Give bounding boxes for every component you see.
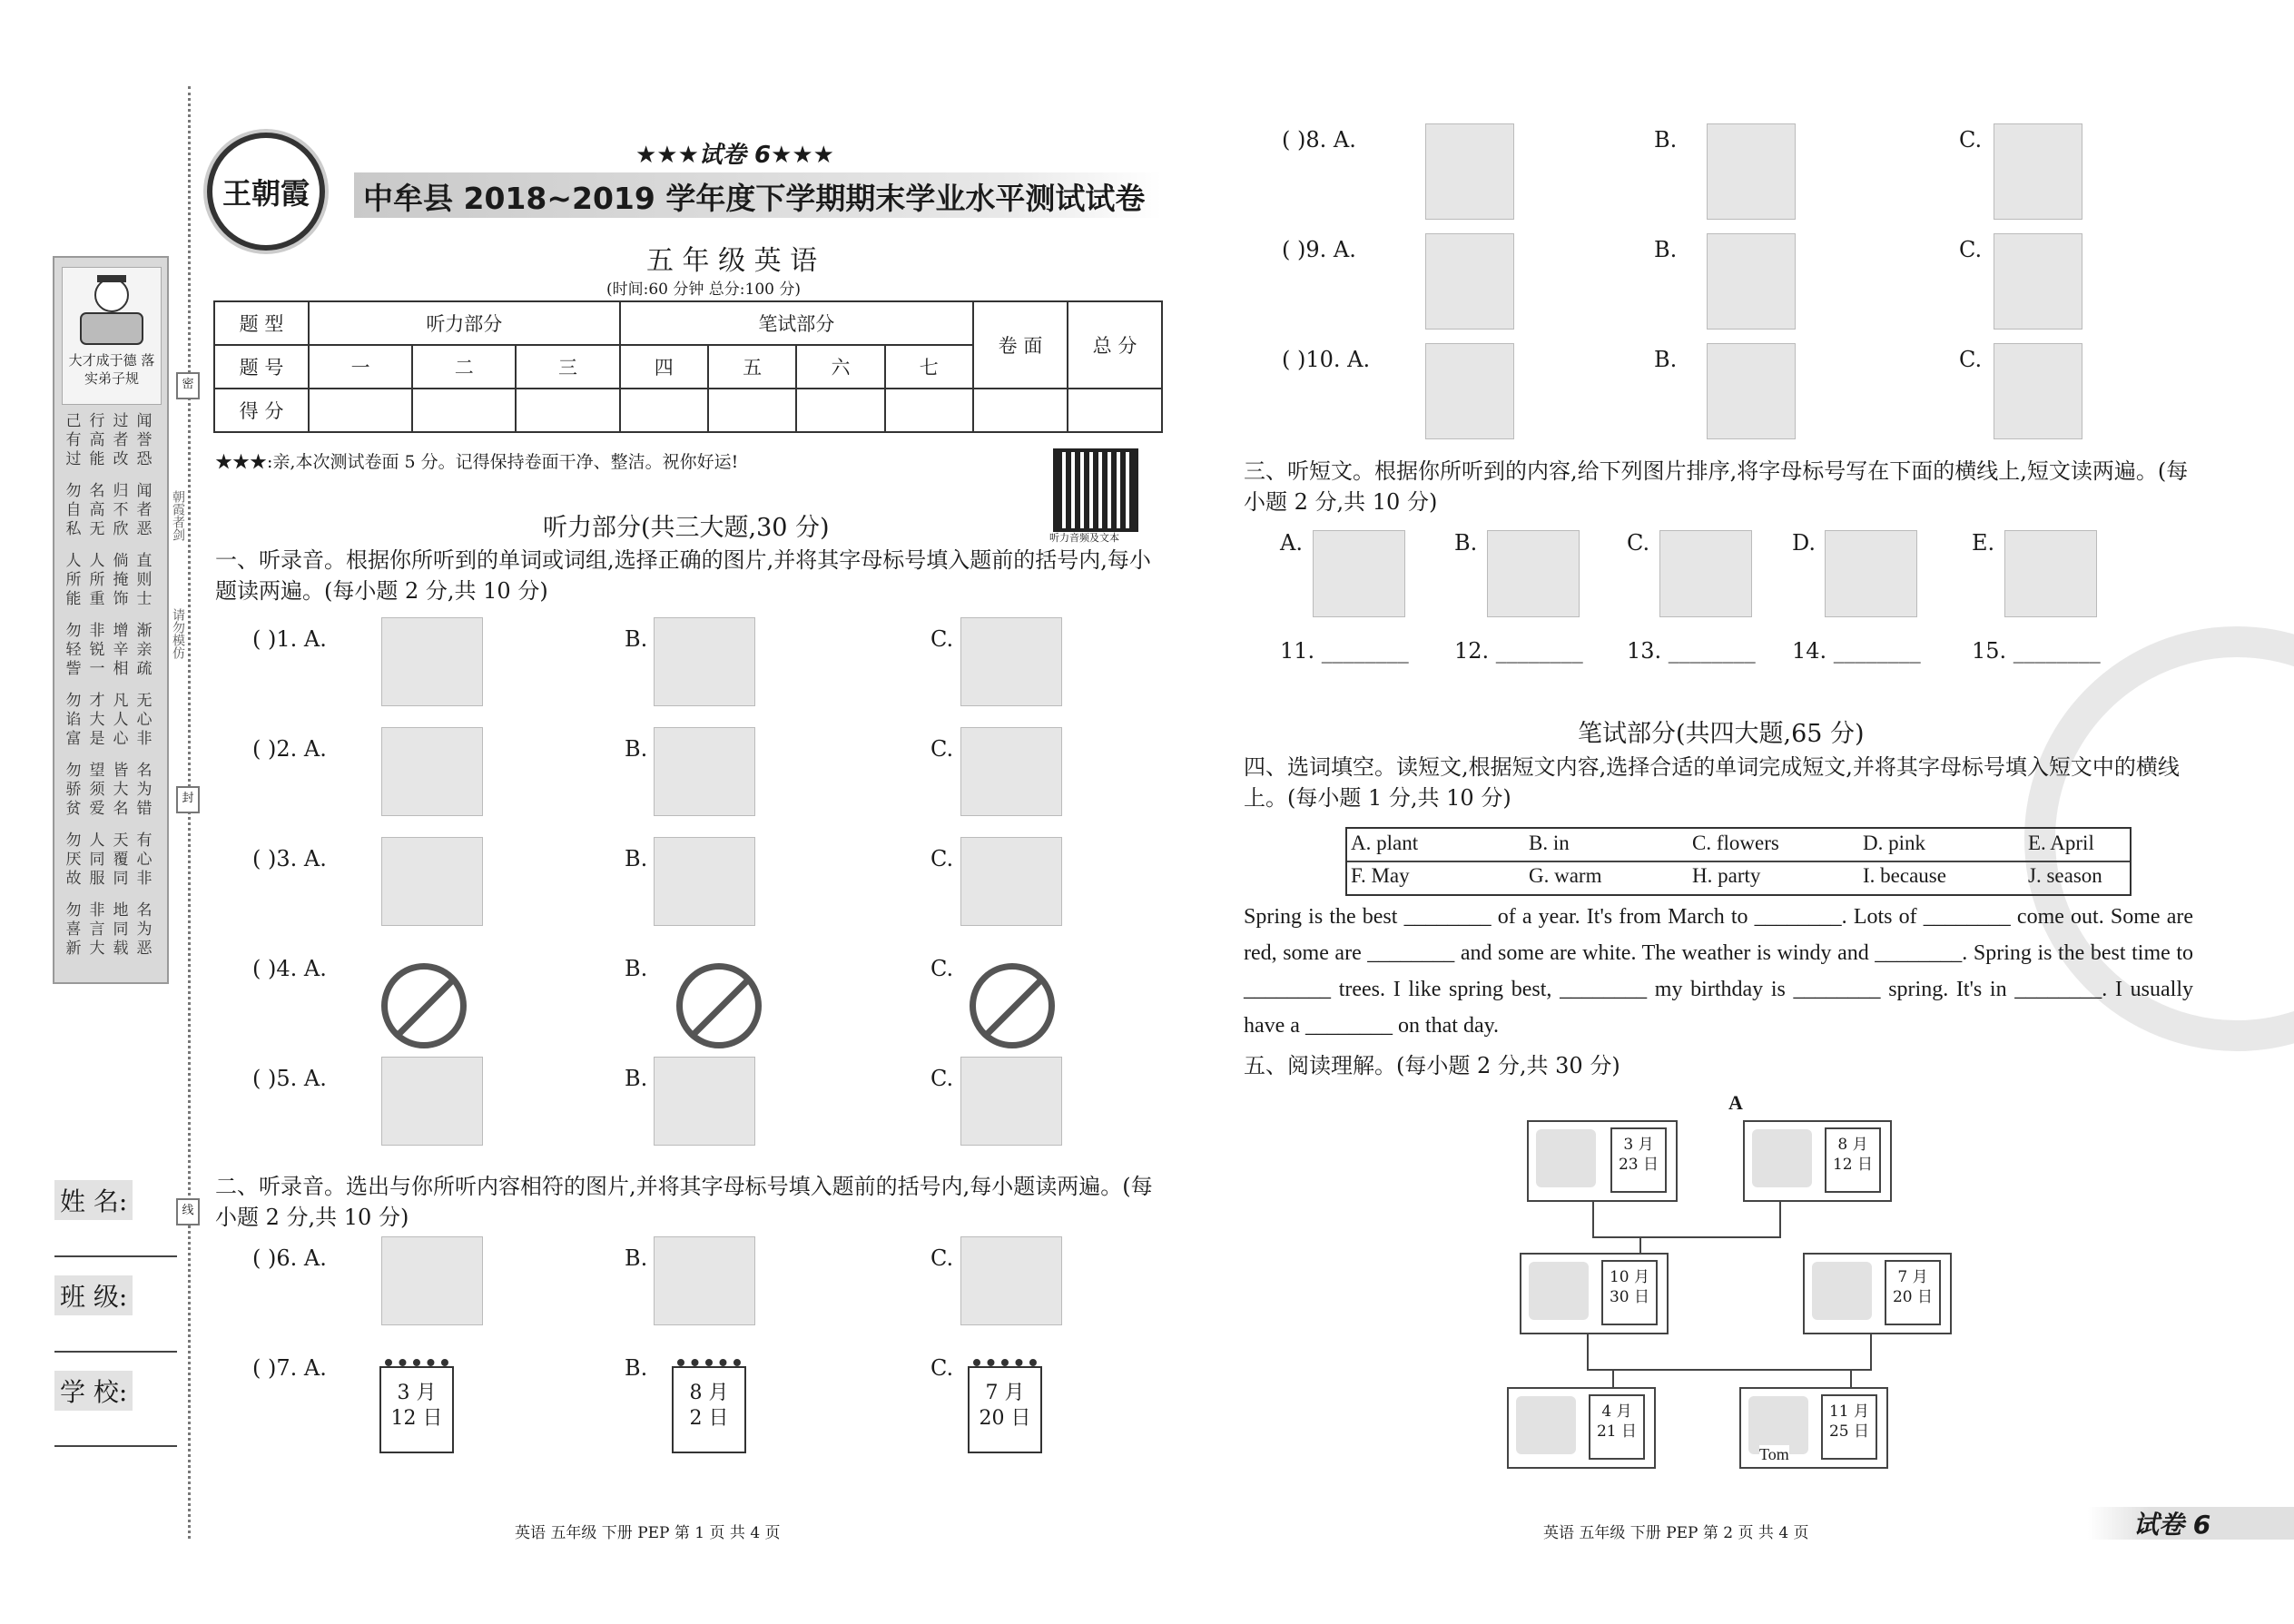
question-label[interactable]: ( )2. A. — [252, 736, 327, 762]
logo-text: 王朝霞 — [222, 176, 310, 211]
illustration-10-a[interactable] — [1425, 343, 1514, 439]
score-box[interactable] — [1068, 389, 1162, 432]
birthday-calendar — [1589, 1394, 1645, 1460]
portrait-icon — [1812, 1262, 1872, 1320]
no-eating-icon[interactable] — [970, 963, 1055, 1048]
illustration-3-a[interactable] — [381, 837, 483, 926]
motto-column: 人所能 — [65, 552, 82, 608]
no-littering-icon[interactable] — [381, 963, 467, 1048]
exam-title: 中牟县 2018~2019 学年度下学期期末学业水平测试试卷 — [363, 181, 1146, 216]
cell-q1: 一 — [309, 345, 412, 389]
tree-line — [1592, 1236, 1781, 1238]
motto-column: 才大是 — [89, 692, 105, 748]
order-blank[interactable]: 14. ________ — [1792, 638, 1921, 664]
motto-column: 勿骄贫 — [65, 762, 82, 818]
birthday-calendar — [1610, 1127, 1667, 1193]
motto-column: 直则士 — [136, 552, 153, 608]
option-b-label: B. — [625, 1066, 648, 1091]
motto-column: 非言大 — [89, 901, 105, 958]
illustration-10-b[interactable] — [1707, 343, 1796, 439]
option-c-label: C. — [930, 956, 954, 981]
birthday-month: 11 月 — [1828, 1403, 1870, 1421]
motto-illustration — [62, 267, 162, 405]
option-b-label: B. — [625, 1245, 648, 1271]
cell-total: 总 分 — [1068, 301, 1162, 389]
order-picture-b[interactable] — [1487, 530, 1580, 617]
score-box[interactable] — [973, 389, 1068, 432]
score-box[interactable] — [796, 389, 884, 432]
illustration-1-b[interactable] — [654, 617, 755, 706]
calendar-icon[interactable] — [379, 1366, 454, 1453]
part4-instruction: 四、选词填空。读短文,根据短文内容,选择合适的单词完成短文,并将其字母标号填入短文中的横线上。(每小题 1 分,共 10 分) — [1244, 754, 2180, 811]
motto-column: 非锐一 — [89, 622, 105, 678]
birthday-calendar — [1601, 1260, 1658, 1325]
motto-column: 勿谄富 — [65, 692, 82, 748]
portrait-icon — [1516, 1396, 1576, 1454]
option-c-label: C. — [930, 846, 954, 871]
option-c-label: C. — [1959, 237, 1983, 262]
cell-q4: 四 — [620, 345, 708, 389]
illustration-9-b[interactable] — [1707, 233, 1796, 330]
order-picture-c[interactable] — [1659, 530, 1752, 617]
class-line[interactable] — [54, 1351, 177, 1353]
motto-caption: 大才成于德 落实弟子规 — [68, 352, 155, 387]
illustration-10-c[interactable] — [1994, 343, 2082, 439]
illustration-3-c[interactable] — [960, 837, 1062, 926]
birthday-day: 23 日 — [1618, 1156, 1659, 1174]
seal-mark-1: 密 — [176, 372, 200, 399]
class-label: 班 级: — [54, 1275, 133, 1315]
birthday-calendar — [1825, 1127, 1881, 1193]
birthday-day: 12 日 — [1832, 1156, 1874, 1174]
portrait-icon — [1536, 1129, 1596, 1187]
cell-q6: 六 — [796, 345, 884, 389]
motto-column: 倘掩饰 — [113, 552, 129, 608]
calendar-month: 3 月 — [397, 1382, 437, 1404]
cell-listening: 听力部分 — [309, 301, 620, 345]
birthday-day: 30 日 — [1609, 1288, 1650, 1306]
word-option: I. because — [1863, 864, 1946, 887]
score-box[interactable] — [885, 389, 973, 432]
option-b-label: B. — [625, 956, 648, 981]
motto-column: 名为恶 — [136, 901, 153, 958]
order-blank[interactable]: 13. ________ — [1627, 638, 1756, 664]
order-picture-d[interactable] — [1825, 530, 1917, 617]
listening-title: 听力部分(共三大题,30 分) — [543, 514, 830, 542]
cell-q2: 二 — [412, 345, 516, 389]
word-option: A. plant — [1351, 832, 1419, 854]
motto-column: 增辛相 — [113, 622, 129, 678]
portrait-icon — [1752, 1129, 1812, 1187]
option-c-label: C. — [930, 1245, 954, 1271]
question-label[interactable]: ( )3. A. — [252, 846, 327, 871]
word-option: C. flowers — [1692, 832, 1779, 854]
seal-mark-3: 线 — [176, 1198, 200, 1225]
motto-column: 人所重 — [89, 552, 105, 608]
motto-column: 过者改 — [113, 412, 129, 468]
word-option: H. party — [1692, 864, 1761, 887]
motto-column: 名高无 — [89, 482, 105, 538]
vertical-note-2: 请勿模仿 — [171, 608, 185, 659]
motto-column: 勿轻訾 — [65, 622, 82, 678]
no-swimming-icon[interactable] — [676, 963, 762, 1048]
calendar-month: 8 月 — [689, 1382, 729, 1404]
birthday-day: 25 日 — [1828, 1422, 1870, 1441]
word-option: J. season — [2028, 864, 2102, 887]
part3-instruction: 三、听短文。根据你所听到的内容,给下列图片排序,将字母标号写在下面的横线上,短文读两遍。(每小题 2 分,共 10 分) — [1244, 458, 2189, 515]
illustration-1-a[interactable] — [381, 617, 483, 706]
motto-column: 闻者恶 — [136, 482, 153, 538]
calendar-day: 12 日 — [390, 1407, 443, 1430]
cell-q3: 三 — [516, 345, 619, 389]
order-picture-e[interactable] — [2004, 530, 2097, 617]
word-option: F. May — [1351, 864, 1410, 887]
motto-column: 人同服 — [89, 832, 105, 888]
motto-column: 行高能 — [89, 412, 105, 468]
cloze-passage: Spring is the best ________ of a year. It's from March to ________. Lots of ________ come out. Some are red, some are ________ and some are white. The weather is windy and ________. Spring is the best time to ________ trees. I like spring best, ________ my birthday is ________ spring. It's in ________. I usually have a ________ on that day. — [1244, 905, 2193, 1038]
order-letter: C. — [1627, 530, 1650, 556]
illustration-5-b[interactable] — [654, 1057, 755, 1146]
illustration-6-c[interactable] — [960, 1236, 1062, 1325]
family-tree-title: A — [1728, 1091, 1743, 1114]
calendar-day: 2 日 — [689, 1407, 729, 1430]
family-member-4[interactable] — [1803, 1253, 1952, 1334]
illustration-3-b[interactable] — [654, 837, 755, 926]
score-box[interactable] — [708, 389, 796, 432]
question-label[interactable]: ( )9. A. — [1282, 237, 1356, 262]
family-member-6[interactable] — [1739, 1387, 1888, 1469]
family-member-1[interactable] — [1527, 1120, 1678, 1202]
tree-line — [1587, 1331, 1589, 1371]
birthday-month: 7 月 — [1897, 1268, 1928, 1286]
question-label[interactable]: ( )8. A. — [1282, 127, 1356, 153]
word-option: G. warm — [1529, 864, 1602, 887]
birthday-month: 3 月 — [1623, 1136, 1654, 1154]
order-picture-a[interactable] — [1313, 530, 1405, 617]
question-label[interactable]: ( )1. A. — [252, 626, 327, 652]
series-label: ★★★试卷 6★★★ — [635, 142, 834, 169]
option-c-label: C. — [930, 736, 954, 762]
illustration-2-b[interactable] — [654, 727, 755, 816]
illustration-6-a[interactable] — [381, 1236, 483, 1325]
tree-line — [1779, 1198, 1781, 1238]
illustration-6-b[interactable] — [654, 1236, 755, 1325]
option-b-label: B. — [625, 736, 648, 762]
illustration-8-a[interactable] — [1425, 123, 1514, 220]
birthday-calendar — [1885, 1260, 1941, 1325]
score-box[interactable] — [620, 389, 708, 432]
notice: ★★★:亲,本次测试卷面 5 分。记得保持卷面干净、整洁。祝你好运! — [215, 452, 739, 472]
tom-label: Tom — [1759, 1445, 1789, 1463]
calendar-icon[interactable] — [672, 1366, 746, 1453]
name-line[interactable] — [54, 1255, 177, 1257]
illustration-5-c[interactable] — [960, 1057, 1062, 1146]
illustration-8-b[interactable] — [1707, 123, 1796, 220]
order-blank[interactable]: 15. ________ — [1972, 638, 2101, 664]
qr-code[interactable] — [1053, 448, 1138, 532]
question-label[interactable]: ( )6. A. — [252, 1245, 327, 1271]
motto-column: 勿厌故 — [65, 832, 82, 888]
portrait-icon — [1529, 1262, 1589, 1320]
cell-number: 题 号 — [214, 345, 309, 389]
order-letter: B. — [1454, 530, 1478, 556]
school-label: 学 校: — [54, 1371, 133, 1411]
cell-score: 得 分 — [214, 389, 309, 432]
vertical-note-1: 朝霞者剑 — [171, 490, 185, 541]
cell-q5: 五 — [708, 345, 796, 389]
footer-badge: 试卷 6 — [2133, 1510, 2211, 1540]
score-box[interactable] — [516, 389, 619, 432]
family-member-3[interactable] — [1520, 1253, 1669, 1334]
time-info: (时间:60 分钟 总分:100 分) — [606, 281, 802, 299]
motto-panel — [53, 256, 169, 984]
question-label[interactable]: ( )7. A. — [252, 1355, 327, 1381]
birthday-month: 4 月 — [1601, 1403, 1632, 1421]
illustration-5-a[interactable] — [381, 1057, 483, 1146]
part1-instruction: 一、听录音。根据你所听到的单词或词组,选择正确的图片,并将其字母标号填入题前的括号内,每小题读两遍。(每小题 2 分,共 10 分) — [215, 547, 1151, 604]
motto-column: 天覆同 — [113, 832, 129, 888]
order-letter: D. — [1792, 530, 1816, 556]
tree-line — [1592, 1198, 1594, 1238]
motto-column: 名为错 — [136, 762, 153, 818]
illustration-2-c[interactable] — [960, 727, 1062, 816]
motto-column: 无心非 — [136, 692, 153, 748]
illustration-9-c[interactable] — [1994, 233, 2082, 330]
option-c-label: C. — [930, 626, 954, 652]
qr-caption: 听力音频及文本 — [1049, 532, 1119, 544]
birthday-month: 8 月 — [1837, 1136, 1868, 1154]
option-c-label: C. — [930, 1066, 954, 1091]
calendar-month: 7 月 — [985, 1382, 1025, 1404]
motto-column: 有心非 — [136, 832, 153, 888]
calendar-icon[interactable] — [968, 1366, 1042, 1453]
subject-title: 五 年 级 英 语 — [646, 245, 818, 277]
tree-line — [1870, 1331, 1872, 1371]
motto-column: 渐亲疏 — [136, 622, 153, 678]
birthday-day: 21 日 — [1596, 1422, 1638, 1441]
option-c-label: C. — [930, 1355, 954, 1381]
motto-column: 皆大名 — [113, 762, 129, 818]
seal-mark-2: 封 — [176, 786, 200, 813]
option-c-label: C. — [1959, 347, 1983, 372]
name-label: 姓 名: — [54, 1180, 133, 1220]
family-member-5[interactable] — [1507, 1387, 1656, 1469]
score-table — [213, 300, 1163, 433]
option-b-label: B. — [625, 1355, 648, 1381]
cell-writing: 笔试部分 — [620, 301, 973, 345]
motto-column: 地同载 — [113, 901, 129, 958]
score-box[interactable] — [309, 389, 412, 432]
illustration-1-c[interactable] — [960, 617, 1062, 706]
option-c-label: C. — [1959, 127, 1983, 153]
word-bank-divider — [1347, 861, 2130, 862]
footer-right: 英语 五年级 下册 PEP 第 2 页 共 4 页 — [1543, 1524, 1809, 1542]
motto-column: 闻誉恐 — [136, 412, 153, 468]
birthday-month: 10 月 — [1609, 1268, 1650, 1286]
motto-column: 勿喜新 — [65, 901, 82, 958]
order-letter: A. — [1280, 530, 1303, 556]
illustration-8-c[interactable] — [1994, 123, 2082, 220]
illustration-2-a[interactable] — [381, 727, 483, 816]
motto-column: 望须爱 — [89, 762, 105, 818]
calendar-day: 20 日 — [979, 1407, 1031, 1430]
illustration-9-a[interactable] — [1425, 233, 1514, 330]
question-label[interactable]: ( )10. A. — [1282, 347, 1371, 372]
option-b-label: B. — [625, 846, 648, 871]
footer-left: 英语 五年级 下册 PEP 第 1 页 共 4 页 — [515, 1524, 781, 1542]
cell-q7: 七 — [885, 345, 973, 389]
option-b-label: B. — [1654, 127, 1678, 153]
option-b-label: B. — [625, 626, 648, 652]
brand-logo — [207, 133, 325, 251]
birthday-day: 20 日 — [1892, 1288, 1934, 1306]
option-b-label: B. — [1654, 237, 1678, 262]
school-line[interactable] — [54, 1445, 177, 1447]
word-option: D. pink — [1863, 832, 1925, 854]
cell-neatness: 卷 面 — [973, 301, 1068, 389]
question-label[interactable]: ( )5. A. — [252, 1066, 327, 1091]
birthday-calendar — [1821, 1394, 1877, 1460]
motto-column: 归不欣 — [113, 482, 129, 538]
word-option: B. in — [1529, 832, 1570, 854]
scholar-figure-icon — [63, 268, 161, 349]
option-b-label: B. — [1654, 347, 1678, 372]
score-box[interactable] — [412, 389, 516, 432]
word-option: E. April — [2028, 832, 2094, 854]
motto-column: 勿自私 — [65, 482, 82, 538]
order-blank[interactable]: 12. ________ — [1454, 638, 1583, 664]
tree-line — [1587, 1369, 1872, 1371]
part2-instruction: 二、听录音。选出与你所听内容相符的图片,并将其字母标号填入题前的括号内,每小题读两遍。(每小题 2 分,共 10 分) — [215, 1174, 1153, 1230]
cell-type: 题 型 — [214, 301, 309, 345]
order-blank[interactable]: 11. ________ — [1280, 638, 1409, 664]
motto-column: 凡人心 — [113, 692, 129, 748]
motto-column: 己有过 — [65, 412, 82, 468]
part5-instruction: 五、阅读理解。(每小题 2 分,共 30 分) — [1244, 1053, 1620, 1078]
order-letter: E. — [1972, 530, 1995, 556]
family-member-2[interactable] — [1743, 1120, 1892, 1202]
question-label[interactable]: ( )4. A. — [252, 956, 327, 981]
writing-title: 笔试部分(共四大题,65 分) — [1578, 720, 1865, 748]
